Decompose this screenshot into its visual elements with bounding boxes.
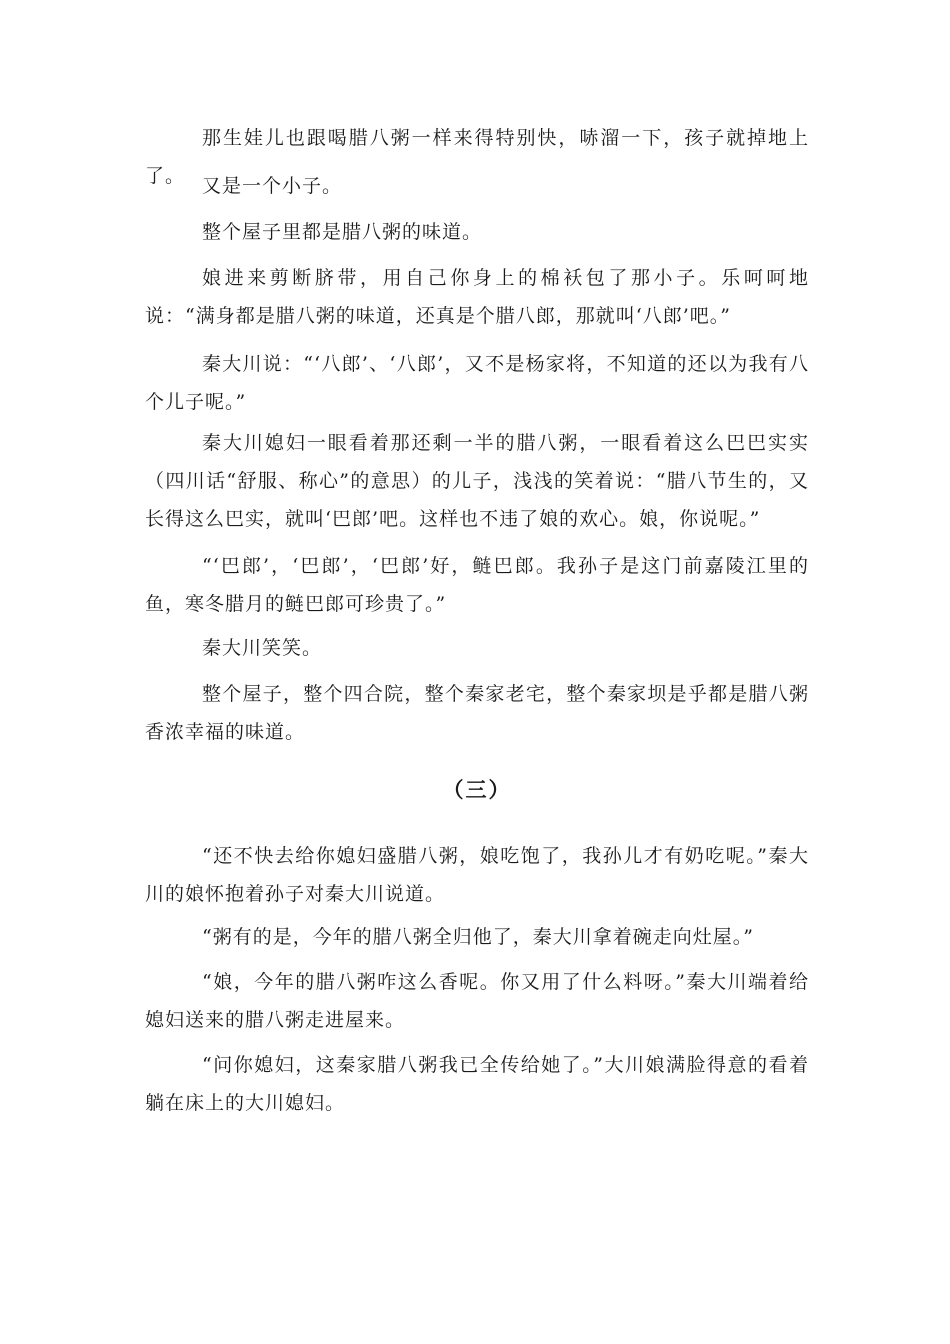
paragraph: 娘进来剪断脐带，用自己你身上的棉袄包了那小子。乐呵呵地说：“满身都是腊八粥的味道，还真是个腊八郎，那就叫‘八郎’吧。”: [145, 267, 809, 327]
paragraph: 那生娃儿也跟喝腊八粥一样来得特别快，哧溜一下，孩子就掉地上了。: [145, 127, 809, 187]
paragraph: “还不快去给你媳妇盛腊八粥，娘吃饱了，我孙儿才有奶吃呢。”秦大川的娘怀抱着孙子对秦大川说道。: [145, 845, 809, 905]
paragraph: 秦大川媳妇一眼看着那还剩一半的腊八粥，一眼看着这么巴巴实实（四川话“舒服、称心”的意思）的儿子，浅浅的笑着说：“腊八节生的，又长得这么巴实，就叫‘巴郎’吧。这样也不违了娘的欢心。娘，你说呢。”: [145, 432, 809, 530]
paragraph: 又是一个小子。: [202, 175, 343, 197]
paragraph: 秦大川说：“‘八郎’、‘八郎’，又不是杨家将，不知道的还以为我有八个儿子呢。”: [145, 353, 809, 413]
paragraph: “粥有的是，今年的腊八粥全归他了，秦大川拿着碗走向灶屋。”: [202, 926, 754, 948]
section-heading: （三）: [442, 777, 512, 802]
paragraph: 整个屋子，整个四合院，整个秦家老宅，整个秦家坝是乎都是腊八粥香浓幸福的味道。: [145, 683, 809, 743]
paragraph: 秦大川笑笑。: [202, 637, 323, 659]
paragraph: “问你媳妇，这秦家腊八粥我已全传给她了。”大川娘满脸得意的看着躺在床上的大川媳妇。: [145, 1054, 809, 1114]
paragraph: “‘巴郎’，‘巴郎’，‘巴郎’好，鲢巴郎。我孙子是这门前嘉陵江里的鱼，寒冬腊月的鲢巴郎可珍贵了。”: [145, 555, 809, 615]
paragraph: 整个屋子里都是腊八粥的味道。: [202, 221, 483, 243]
paragraph: “娘，今年的腊八粥咋这么香呢。你又用了什么料呀。”秦大川端着给媳妇送来的腊八粥走进屋来。: [145, 971, 809, 1031]
